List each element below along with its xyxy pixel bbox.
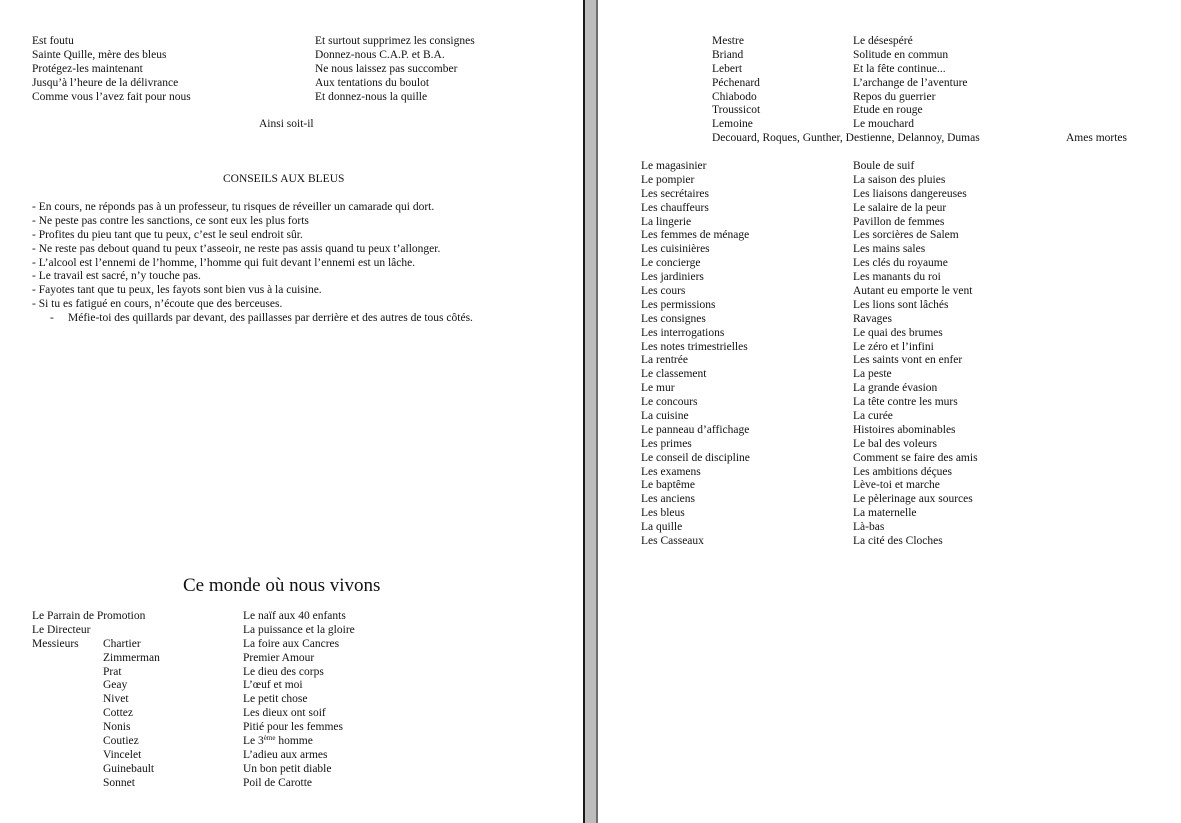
school-title: Le zéro et l’infini — [853, 340, 934, 353]
school-title: Les saints vont en enfer — [853, 354, 963, 367]
teacher-title: Et la fête continue... — [853, 62, 946, 75]
school-item: La lingerie — [641, 215, 692, 228]
teacher-name: Mestre — [712, 35, 744, 47]
school-item: Les cuisinières — [641, 243, 710, 256]
conseil-item: - En cours, ne réponds pas à un professeur, tu risques de réveiller un camarade qui dort. — [32, 201, 435, 213]
school-title: Les lions sont lâchés — [853, 298, 949, 311]
school-title: La curée — [853, 410, 893, 423]
prayer-line: Et surtout supprimez les consignes — [315, 35, 475, 47]
conseil-item: - Ne peste pas contre les sanctions, ce sont eux les plus forts — [32, 214, 309, 227]
conseil-item: - Profites du pieu tant que tu peux, c’est le seul endroit sûr. — [32, 228, 303, 241]
school-title: Les sorcières de Salem — [853, 229, 959, 242]
conseil-bullet: - — [50, 312, 54, 325]
third-man-suffix: homme — [275, 735, 313, 748]
school-item: Les bleus — [641, 507, 685, 520]
monde-name: Guinebault — [103, 762, 155, 775]
teacher-name: Lemoine — [712, 118, 753, 131]
school-title: Le bal des voleurs — [853, 437, 937, 450]
school-item: Les cours — [641, 285, 686, 298]
school-item: Le conseil de discipline — [641, 451, 750, 464]
school-title: La peste — [853, 368, 892, 381]
school-item: Les secrétaires — [641, 187, 710, 200]
school-title: Le salaire de la peur — [853, 201, 947, 214]
teacher-title: Repos du guerrier — [853, 90, 936, 103]
conseil-item: - Si tu es fatigué en cours, n’écoute que des berceuses. — [32, 298, 283, 311]
monde-title-item: L’adieu aux armes — [243, 748, 328, 761]
school-item: Les notes trimestrielles — [641, 340, 748, 353]
prayer-right-column — [315, 35, 475, 104]
monde-name: Sonnet — [103, 776, 135, 789]
school-items-column — [641, 160, 750, 549]
teacher-name: Chiabodo — [712, 90, 757, 103]
prayer-line: Protégez-les maintenant — [32, 62, 143, 75]
monde-title-item: La foire aux Cancres — [243, 637, 340, 650]
school-item: Les examens — [641, 465, 701, 478]
conseil-item: - L’alcool est l’ennemi de l’homme, l’homme qui fuit devant l’ennemi est un lâche. — [32, 256, 416, 269]
monde-title-item: L’œuf et moi — [243, 679, 303, 692]
prayer-amen: Ainsi soit-il — [259, 118, 314, 130]
school-item: Le magasinier — [641, 160, 707, 172]
monde-name: Prat — [103, 665, 122, 678]
monde-name: Geay — [103, 679, 128, 692]
prayer-line: Aux tentations du boulot — [315, 76, 430, 89]
school-item: Le panneau d’affichage — [641, 423, 750, 436]
teacher-group-title: Ames mortes — [1066, 132, 1128, 145]
monde-title-item: La puissance et la gloire — [243, 623, 355, 636]
monde-title-item-third-man — [243, 735, 355, 749]
school-title: Comment se faire des amis — [853, 451, 978, 464]
teacher-title: L’archange de l’aventure — [853, 76, 968, 89]
school-title: La saison des pluies — [853, 173, 946, 186]
school-title: Là-bas — [853, 521, 885, 534]
conseils-list — [32, 201, 473, 326]
school-title: Pavillon de femmes — [853, 215, 945, 228]
school-title: Lève-toi et marche — [853, 479, 940, 492]
monde-name: Vincelet — [103, 748, 142, 761]
prayer-line: Donnez-nous C.A.P. et B.A. — [315, 48, 445, 61]
monde-names-column — [103, 638, 160, 791]
teacher-title: Solitude en commun — [853, 48, 949, 61]
school-item: Les interrogations — [641, 326, 725, 339]
school-item: Les permissions — [641, 298, 716, 311]
school-item: La cuisine — [641, 410, 689, 423]
third-man-sup: ème — [263, 734, 276, 743]
school-item: Le concours — [641, 396, 698, 409]
school-item: La rentrée — [641, 354, 688, 367]
monde-title-item: Les dieux ont soif — [243, 707, 326, 720]
monde-title: Ce monde où nous vivons — [183, 575, 381, 596]
teacher-name: Péchenard — [712, 76, 760, 89]
messieurs-label: Messieurs — [32, 637, 79, 650]
monde-title-item: Un bon petit diable — [243, 762, 332, 775]
monde-name: Coutiez — [103, 735, 139, 748]
school-item: Le mur — [641, 382, 675, 395]
school-title: La tête contre les murs — [853, 396, 958, 409]
monde-label: Le Directeur — [32, 623, 91, 636]
monde-label: Le Parrain de Promotion — [32, 610, 146, 622]
school-title: La cité des Cloches — [853, 535, 943, 548]
conseil-item: - Fayotes tant que tu peux, les fayots sont bien vus à la cuisine. — [32, 284, 322, 297]
school-item: Les anciens — [641, 493, 695, 506]
teacher-name: Troussicot — [712, 104, 761, 117]
school-title: Le quai des brumes — [853, 326, 943, 339]
school-title: Les ambitions déçues — [853, 465, 953, 478]
monde-name: Nivet — [103, 693, 129, 706]
prayer-line: Sainte Quille, mère des bleus — [32, 48, 167, 61]
school-item: Le classement — [641, 368, 707, 381]
school-title: Les clés du royaume — [853, 257, 948, 270]
school-title: Les liaisons dangereuses — [853, 187, 967, 200]
school-title: Les mains sales — [853, 243, 926, 256]
school-item: Le pompier — [641, 173, 695, 186]
school-item: Les chauffeurs — [641, 201, 709, 214]
teacher-title: Etude en rouge — [853, 104, 923, 117]
monde-name: Zimmerman — [103, 651, 160, 664]
prayer-line: Jusqu’à l’heure de la délivrance — [32, 76, 179, 89]
prayer-line: Ne nous laissez pas succomber — [315, 62, 458, 75]
left-page — [0, 0, 583, 823]
conseil-item: - Ne reste pas debout quand tu peux t’asseoir, ne reste pas assis quand tu peux t’allonger. — [32, 242, 441, 255]
conseil-item-last — [32, 312, 473, 326]
monde-title-item: Le petit chose — [243, 693, 308, 706]
school-item: Les jardiniers — [641, 271, 704, 284]
school-title: Les manants du roi — [853, 271, 941, 284]
school-item: Les femmes de ménage — [641, 229, 750, 242]
school-title: La maternelle — [853, 507, 917, 520]
teacher-title: Le mouchard — [853, 118, 914, 131]
school-titles-column — [853, 160, 978, 549]
right-page — [598, 0, 1181, 823]
monde-name: Cottez — [103, 707, 134, 720]
prayer-line: Est foutu — [32, 35, 74, 47]
third-man-prefix: Le 3 — [243, 735, 264, 748]
school-title: Ravages — [853, 312, 892, 325]
school-item: Les Casseaux — [641, 535, 704, 548]
conseil-text: Méfie-toi des quillards par devant, des paillasses par derrière et des autres de tous côtés. — [68, 312, 473, 325]
monde-title-item: Le naïf aux 40 enfants — [243, 610, 346, 622]
school-item: La quille — [641, 521, 683, 534]
prayer-left-column — [32, 35, 191, 104]
page-gap — [585, 0, 596, 823]
monde-title-item: Poil de Carotte — [243, 776, 312, 789]
monde-titles-column — [243, 610, 355, 791]
school-title: Autant eu emporte le vent — [853, 285, 973, 298]
school-item: Le baptême — [641, 479, 695, 492]
monde-name: Nonis — [103, 721, 131, 734]
teacher-group-names: Decouard, Roques, Gunther, Destienne, Delannoy, Dumas — [712, 132, 980, 145]
teacher-name: Briand — [712, 48, 744, 61]
school-title: Boule de suif — [853, 160, 915, 172]
monde-title-item: Le dieu des corps — [243, 665, 324, 678]
prayer-line: Comme vous l’avez fait pour nous — [32, 90, 191, 103]
school-item: Le concierge — [641, 257, 701, 270]
school-item: Les primes — [641, 437, 692, 450]
school-title: Le pèlerinage aux sources — [853, 493, 973, 506]
teachers-titles-column — [853, 35, 968, 132]
monde-title-item: Premier Amour — [243, 651, 315, 664]
school-title: La grande évasion — [853, 382, 938, 395]
prayer-line: Et donnez-nous la quille — [315, 90, 428, 103]
monde-name: Chartier — [103, 637, 141, 650]
conseils-title: CONSEILS AUX BLEUS — [223, 173, 345, 185]
teacher-title: Le désespéré — [853, 35, 913, 47]
school-item: Les consignes — [641, 312, 706, 325]
school-title: Histoires abominables — [853, 423, 956, 436]
teacher-name: Lebert — [712, 62, 743, 75]
conseil-item: - Le travail est sacré, n’y touche pas. — [32, 270, 201, 283]
monde-title-item: Pitié pour les femmes — [243, 721, 343, 734]
